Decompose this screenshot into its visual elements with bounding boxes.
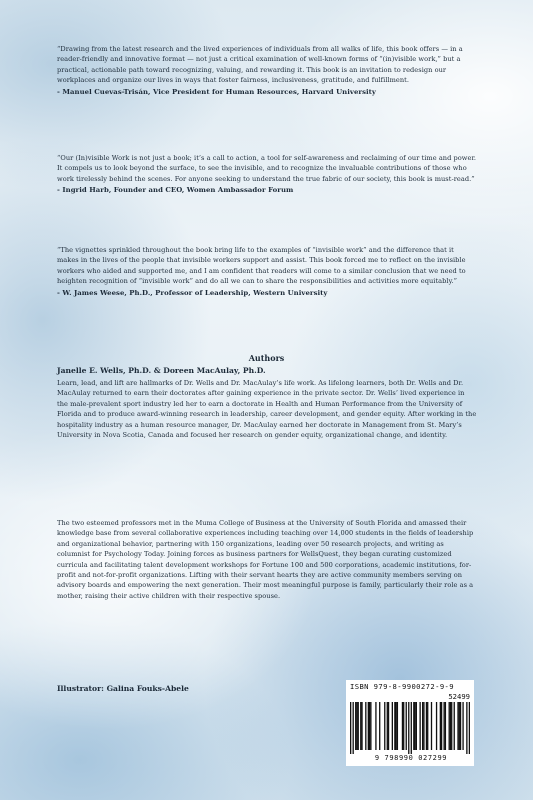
barcode-bar: [441, 702, 442, 750]
barcode-bar: [449, 702, 450, 750]
barcode-bar: [450, 702, 451, 750]
barcode-bar: [388, 702, 389, 750]
barcode-bar: [440, 702, 441, 750]
barcode-bar: [431, 702, 432, 750]
barcode-bar: [368, 702, 369, 750]
barcode-bar: [358, 702, 359, 750]
barcode-bar: [379, 702, 380, 750]
quote-attribution: - Ingrid Harb, Founder and CEO, Women Ambassador Forum: [57, 186, 294, 195]
barcode-bar: [445, 702, 446, 750]
endorsement-quote-2: [57, 153, 477, 196]
barcode-bar: [426, 702, 427, 750]
barcode-bar: [394, 702, 395, 750]
barcode-bar: [411, 702, 412, 754]
barcode-bar: [422, 702, 423, 750]
endorsement-quote-3: [57, 245, 477, 298]
barcode-bar: [350, 702, 351, 754]
isbn-barcode-box: [346, 680, 474, 766]
barcode-bar: [451, 702, 452, 750]
isbn-label: ISBN 979-8-9900272-9-9: [350, 682, 454, 691]
barcode-bar: [413, 702, 414, 750]
barcode-bar: [408, 702, 409, 754]
barcode-bar: [423, 702, 424, 750]
barcode-bar: [369, 702, 370, 750]
quote-text: “The vignettes sprinkled throughout the book bring life to the examples of “invisible work” and the difference that it makes in the lives of the people that invisible workers support and assist. This book forced me to reflect on the invisible workers who aided and supported me, and I am confident that readers will come to a similar conclusion that we need to heighten recognition of “invisible work” and do all we can to share the responsibilities and activities more equitably.”: [57, 246, 466, 286]
barcode-bar: [387, 702, 388, 750]
barcode-bar: [406, 702, 407, 750]
quote-attribution: - Manuel Cuevas-Trisán, Vice President for Human Resources, Harvard University: [57, 87, 376, 96]
barcode-bar: [375, 702, 376, 750]
author-names: Janelle E. Wells, Ph.D. & Doreen MacAulay, Ph.D.: [57, 366, 266, 375]
quote-attribution: - W. James Weese, Ph.D., Professor of Leadership, Western University: [57, 288, 328, 297]
barcode-bar: [459, 702, 460, 750]
barcode-bar: [397, 702, 398, 750]
barcode-bar: [436, 702, 437, 750]
barcode-bar: [457, 702, 458, 750]
barcode-bar: [370, 702, 371, 750]
author-bio-paragraph-1: Learn, lead, and lift are hallmarks of Dr. Wells and Dr. MacAulay’s life work. As lifelong learners, both Dr. Wells and Dr. MacAulay returned to earn their doctorates after gaining experience in the private sector. Dr. Wells’ lived experience in the male-prevalent sport industry led her to earn a doctorate in Health and Human Performance from the University of Florida and to produce award-winning research in leadership, career development, and gender equity. After working in the hospitality industry as a human resource manager, Dr. MacAulay earned her doctorate in Management from St. Mary’s University in Nova Scotia, Canada and focused her research on gender equity, organizational change, and identity.: [57, 379, 477, 440]
barcode-bar: [460, 702, 461, 750]
barcode-bar: [361, 702, 362, 750]
barcode-bar: [454, 702, 455, 750]
barcode-bar: [360, 702, 361, 750]
endorsement-quote-1: [57, 44, 477, 97]
barcode-bar: [403, 702, 404, 750]
barcode-bar: [416, 702, 417, 750]
author-bio-paragraph-2: The two esteemed professors met in the Muma College of Business at the University of South Florida and amassed their knowledge base from several collaborative experiences including teaching over 14,000 students in the fields of leadership and organizational behavior, partnering with 150 organizations, leading over 50 research projects, and writing as columnist for Psychology Today. Joining forces as business partners for WellsQuest, they began curating customized curricula and facilitating talent development workshops for Fortune 100 and 500 corporations, academic institutions, for-profit and not-for-profit organizations. Lifting with their servant hearts they are active community members serving on advisory boards and empowering the next generation. Their most meaningful purpose is family, particularly their role as a mother, raising their active children with their respective spouse.: [57, 519, 474, 600]
barcode-icon: [350, 702, 470, 754]
barcode-bar: [427, 702, 428, 750]
quote-text: “Our (In)visible Work is not just a book; it’s a call to action, a tool for self-awareness and reclaiming of our time and power. It compels us to look beyond the surface, to see the invisible, and to recognize the invaluable contributions of those who work tirelessly behind the scenes. For anyone seeking to understand the true fabric of our society, this book is must-read.”: [57, 154, 477, 183]
barcode-bar: [402, 702, 403, 750]
barcode-bar: [466, 702, 467, 754]
barcode-bar: [384, 702, 385, 750]
authors-heading: Authors: [248, 353, 285, 363]
quote-text: “Drawing from the latest research and the lived experiences of individuals from all walks of life, this book offers — in a reader-friendly and innovative format — not just a critical examination of well-known forms of “(in)visible work,” but a practical, actionable path toward recognizing, valuing, and rewarding it. This book is an invitation to redesign our workplaces and organize our lives in ways that foster fairness, inclusiveness, gratitude, and fulfillment.: [57, 45, 463, 85]
barcode-bar: [355, 702, 356, 750]
barcode-bar: [353, 702, 354, 754]
barcode-bar: [414, 702, 415, 750]
barcode-bar: [395, 702, 396, 750]
barcode-bar: [469, 702, 470, 754]
barcode-digits: 9 798990 027299: [374, 754, 448, 762]
price-code: 52499: [448, 692, 470, 701]
barcode-bar: [462, 702, 463, 750]
barcode-bar: [392, 702, 393, 750]
barcode-bar: [443, 702, 444, 750]
barcode-bar: [365, 702, 366, 750]
barcode-bar: [356, 702, 357, 750]
barcode-bar: [419, 702, 420, 750]
illustrator-credit: Illustrator: Galina Fouks-Abele: [57, 684, 189, 693]
